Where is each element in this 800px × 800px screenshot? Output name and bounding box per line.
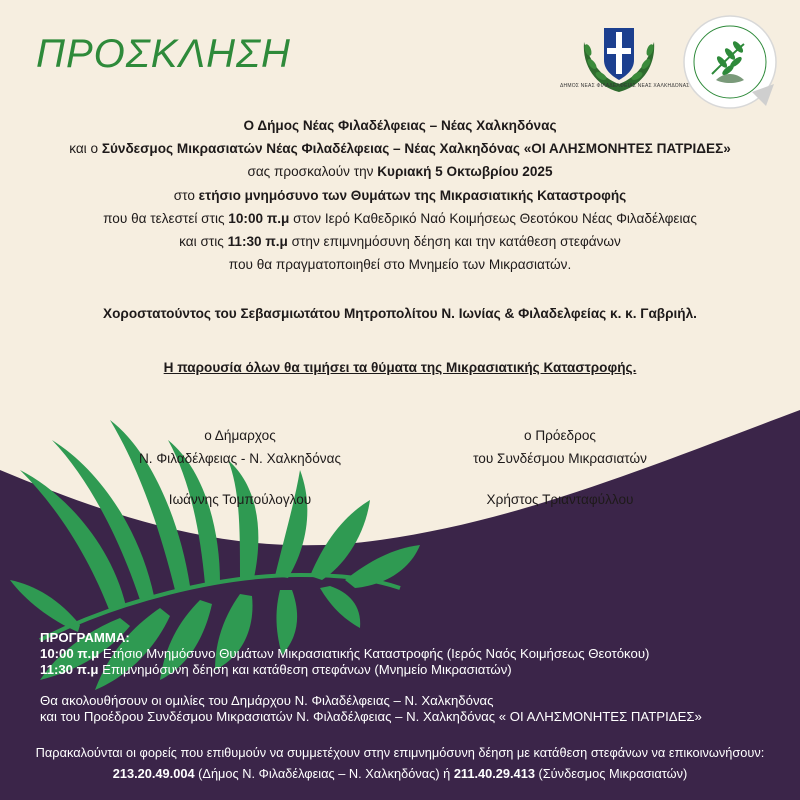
- page-title: ΠΡΟΣΚΛΗΣΗ: [36, 32, 291, 76]
- president-role: ο Πρόεδρος: [524, 428, 596, 443]
- speeches-line-1: Θα ακολουθήσουν οι ομιλίες του Δημάρχου Ν. Φιλαδέλφειας – Ν. Χαλκηδόνας: [40, 693, 494, 709]
- honor-line-wrapper: [0, 356, 800, 379]
- program-item-text: Επιμνημόσυνη δέηση και κατάθεση στεφάνων (Μνημείο Μικρασιατών): [98, 661, 512, 677]
- inviter-line: Ο Δήμος Νέας Φιλαδέλφειας – Νέας Χαλκηδόνας: [243, 118, 557, 133]
- event-line-prefix: στο: [173, 187, 199, 203]
- church-time: 10:00 π.μ: [228, 210, 290, 226]
- association-line-prefix: και ο: [69, 141, 102, 157]
- president-name: Χρήστος Τριανταφύλλου: [486, 492, 634, 507]
- event-line: [0, 184, 800, 207]
- wreath-time: 11:30 π.μ: [227, 234, 288, 250]
- contact-phones: [0, 763, 800, 784]
- wreath-line: [0, 230, 800, 253]
- association-name: Σύνδεσμος Μικρασιατών Νέας Φιλαδέλφειας – Νέας Χαλκηδόνας «ΟΙ ΑΛΗΣΜΟΝΗΤΕΣ ΠΑΤΡΙΔΕΣ»: [101, 141, 731, 157]
- program-item: [40, 646, 702, 662]
- program-item: [40, 662, 702, 678]
- phone-municipality: 213.20.49.004: [112, 766, 195, 781]
- event-date: Κυριακή 5 Οκτωβρίου 2025: [377, 164, 553, 180]
- program-section: [40, 630, 702, 725]
- event-name: ετήσιο μνημόσυνο των Θυμάτων της Μικρασιατικής Καταστροφής: [198, 187, 627, 203]
- church-line-prefix: που θα τελεστεί στις: [103, 210, 229, 226]
- honor-line: Η παρουσία όλων θα τιμήσει τα θύματα της Μικρασιατικής Καταστροφής.: [163, 360, 637, 375]
- mayor-role: ο Δήμαρχος: [204, 428, 276, 443]
- program-item-time: 11:30 π.μ: [40, 661, 99, 677]
- wreath-line-prefix: και στις: [179, 234, 228, 250]
- church-line: [0, 207, 800, 230]
- phone-association-label: (Σύνδεσμος Μικρασιατών): [534, 766, 688, 781]
- emblem-caption: ΔΗΜΟΣ ΝΕΑΣ ΦΙΛΑΔΕΛΦΕΙΑΣ ΝΕΑΣ ΧΑΛΚΗΔΟΝΑΣ: [560, 83, 690, 89]
- wreath-description: στην επιμνημόσυνη δέηση και την κατάθεση στεφάνων: [287, 234, 621, 250]
- president-org: του Συνδέσμου Μικρασιατών: [473, 451, 647, 466]
- mayor-signature: [120, 424, 360, 511]
- mayor-name: Ιωάννης Τομπούλογλου: [168, 492, 312, 507]
- program-item-text: Ετήσιο Μνημόσυνο Θυμάτων Μικρασιατικής Καταστροφής (Ιερός Ναός Κοιμήσεως Θεοτόκου): [99, 645, 650, 661]
- program-item-time: 10:00 π.μ: [40, 645, 100, 661]
- date-line: [0, 160, 800, 183]
- contact-footer: [0, 742, 800, 784]
- mayor-org: Ν. Φιλαδέλφειας - Ν. Χαλκηδόνας: [138, 451, 342, 466]
- association-line: [0, 137, 800, 160]
- phone-association: 211.40.29.413: [453, 766, 535, 781]
- monument-line: που θα πραγματοποιηθεί στο Μνημείο των Μικρασιατών.: [228, 257, 572, 273]
- date-line-prefix: σας προσκαλούν την: [247, 164, 378, 180]
- phone-municipality-label: (Δήμος Ν. Φιλαδέλφειας – Ν. Χαλκηδόνας) ή: [194, 766, 454, 781]
- speeches-line-2: και του Προέδρου Συνδέσμου Μικρασιατών Ν. Φιλαδέλφειας – Ν. Χαλκηδόνας « ΟΙ ΑΛΗΣΜΟΝΗΤΕΣ ΠΑΤΡΙΔΕΣ»: [40, 709, 702, 725]
- invitation-text: [0, 114, 800, 276]
- church-location: στον Ιερό Καθεδρικό Ναό Κοιμήσεως Θεοτόκου Νέας Φιλαδέλφειας: [289, 210, 697, 226]
- association-logo-icon: [682, 14, 778, 110]
- contact-request: Παρακαλούνται οι φορείς που επιθυμούν να συμμετέχουν στην επιμνημόσυνη δέηση με κατάθεση στεφάνων να επικοινωνήσουν:: [35, 745, 765, 760]
- president-signature: [440, 424, 680, 511]
- program-heading: ΠΡΟΓΡΑΜΜΑ:: [40, 630, 130, 645]
- presiding-line: Χοροστατούντος του Σεβασμιωτάτου Μητροπολίτου Ν. Ιωνίας & Φιλαδελφείας κ. κ. Γαβριήλ.: [103, 306, 697, 321]
